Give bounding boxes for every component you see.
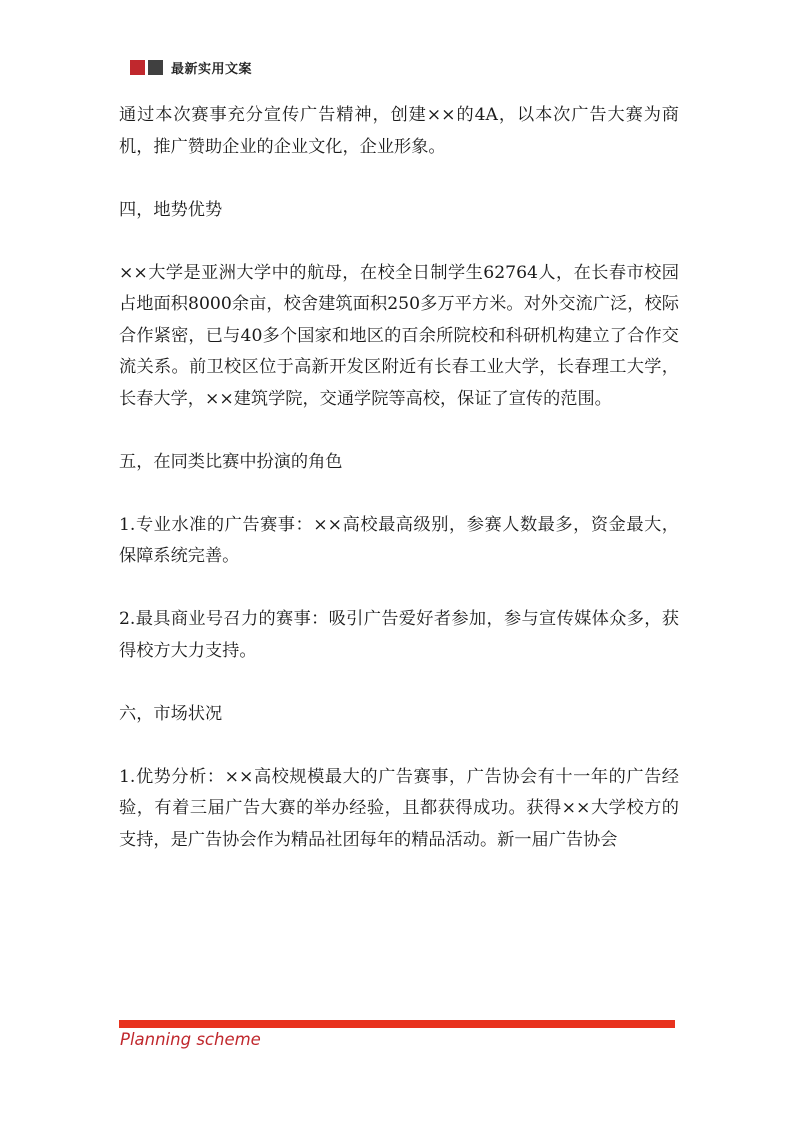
section-heading-market: 六，市场状况 — [119, 703, 223, 724]
header-gray-square — [148, 60, 163, 75]
paragraph-intro: 通过本次赛事充分宣传广告精神，创建××的4A，以本次广告大赛为商机，推广赞助企业的企业文化，企业形象。 — [119, 105, 679, 157]
document-body — [119, 100, 679, 888]
header-title: 最新实用文案 — [171, 61, 253, 77]
footer-rule — [119, 1020, 675, 1028]
paragraph-role-1: 1.专业水准的广告赛事：××高校最高级别，参赛人数最多，资金最大，保障系统完善。 — [119, 514, 679, 566]
page-header — [130, 58, 252, 76]
paragraph-market-1: 1.优势分析：××高校规模最大的广告赛事，广告协会有十一年的广告经验，有着三届广告大赛的举办经验，且都获得成功。获得××大学校方的支持，是广告协会作为精品社团每年的精品活动。新一届广告协会 — [119, 766, 679, 850]
header-red-square — [130, 60, 145, 75]
footer-text: Planning scheme — [120, 1030, 261, 1049]
section-heading-role: 五，在同类比赛中扮演的角色 — [119, 451, 343, 472]
section-heading-location: 四，地势优势 — [119, 199, 223, 220]
paragraph-role-2: 2.最具商业号召力的赛事：吸引广告爱好者参加，参与宣传媒体众多，获得校方大力支持。 — [119, 609, 679, 661]
paragraph-location: ××大学是亚洲大学中的航母，在校全日制学生62764人，在长春市校园占地面积8000余亩，校舍建筑面积250多万平方米。对外交流广泛，校际合作紧密，已与40多个国家和地区的百余所院校和科研机构建立了合作交流关系。前卫校区位于高新开发区附近有长春工业大学，长春理工大学，长春大学，××建筑学院，交通学院等高校，保证了宣传的范围。 — [119, 262, 679, 409]
